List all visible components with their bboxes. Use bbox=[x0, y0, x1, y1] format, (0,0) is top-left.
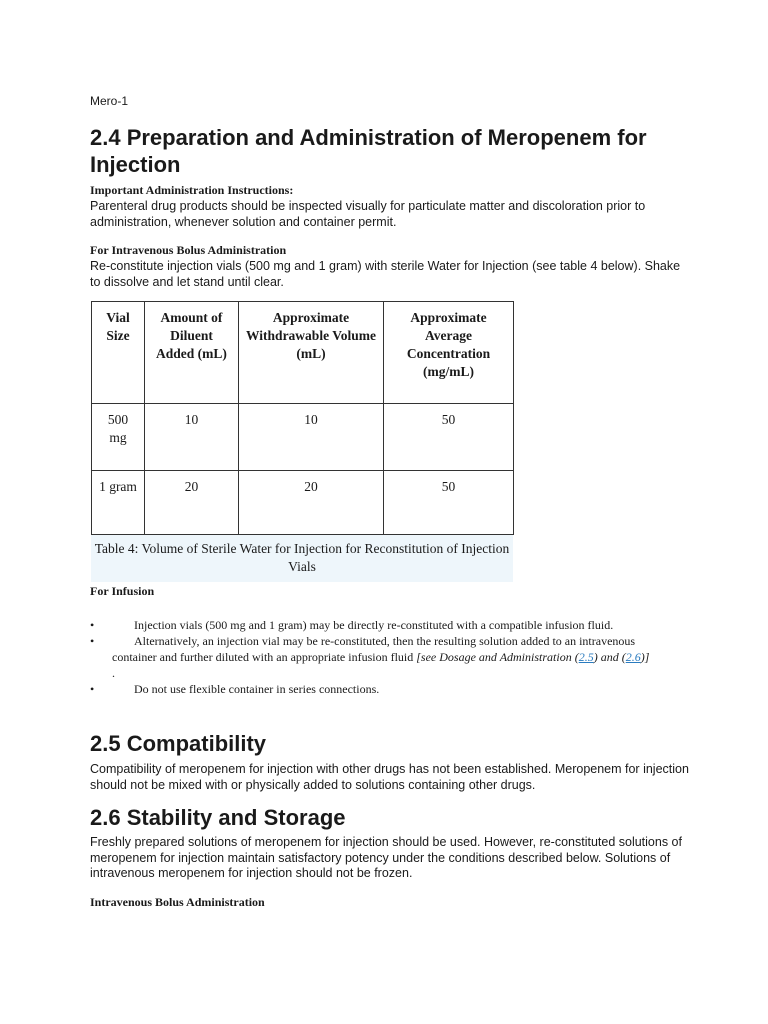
table-cell: 20 bbox=[145, 471, 239, 535]
section-2-4-title: 2.4 Preparation and Administration of Meropenem for Injection bbox=[90, 125, 647, 177]
bolus-storage-heading: Intravenous Bolus Administration bbox=[90, 895, 265, 909]
bullet-icon: • bbox=[90, 618, 95, 632]
table-cell: 500 mg bbox=[92, 404, 145, 471]
link-2-6[interactable]: 2.6 bbox=[625, 650, 641, 664]
table-row bbox=[92, 404, 514, 471]
infusion-heading: For Infusion bbox=[90, 584, 155, 598]
infusion-list bbox=[90, 617, 650, 697]
list-item: • Alternatively, an injection vial may be re-constituted, then the resulting solution added to an intravenous container and further diluted with an appropriate infusion fluid [see Dosage and Administration (2.5) and (2.6)] . bbox=[90, 634, 650, 680]
list-item-text: Alternatively, an injection vial may be re-constituted, then the resulting solution added to an intravenous container and further diluted with an appropriate infusion fluid bbox=[112, 634, 636, 664]
table-cell: 50 bbox=[384, 471, 514, 535]
table-header-cell: Amount of Diluent Added (mL) bbox=[145, 302, 239, 404]
table-cell: 20 bbox=[239, 471, 384, 535]
document-id: Mero-1 bbox=[90, 94, 129, 108]
list-item: • Injection vials (500 mg and 1 gram) may be directly re-constituted with a compatible infusion fluid. bbox=[90, 618, 614, 632]
table-header-row bbox=[92, 302, 514, 404]
table-row bbox=[92, 471, 514, 535]
table-cell: 10 bbox=[145, 404, 239, 471]
section-2-5-title: 2.5 Compatibility bbox=[90, 731, 267, 756]
bullet-icon: • bbox=[90, 634, 95, 648]
table-cell: 10 bbox=[239, 404, 384, 471]
bolus-text: Re-constitute injection vials (500 mg and 1 gram) with sterile Water for Injection (see table 4 below). Shake to dissolve and let stand until clear. bbox=[90, 259, 681, 289]
link-2-5[interactable]: 2.5 bbox=[578, 650, 594, 664]
table-header-cell: Approximate Average Concentration (mg/mL) bbox=[384, 302, 514, 404]
cross-reference: [see Dosage and Administration (2.5) and (2.6)] bbox=[416, 650, 650, 664]
important-instructions-text: Parenteral drug products should be inspected visually for particulate matter and discoloration prior to administration, whenever solution and container permit. bbox=[90, 199, 646, 229]
table-header-cell: Vial Size bbox=[92, 302, 145, 404]
bullet-icon: • bbox=[90, 682, 95, 696]
stability-text: Freshly prepared solutions of meropenem for injection should be used. However, re-constituted solutions of meropenem for injection maintain satisfactory potency under the conditions described below. Solutions of intravenous meropenem for injection should not be frozen. bbox=[90, 835, 682, 880]
compatibility-text: Compatibility of meropenem for injection with other drugs has not been established. Meropenem for injection should not be mixed with or physically added to solutions containing other drugs. bbox=[90, 762, 689, 792]
table-cell: 1 gram bbox=[92, 471, 145, 535]
reconstitution-table bbox=[91, 301, 514, 535]
table-caption: Table 4: Volume of Sterile Water for Injection for Reconstitution of Injection Vials bbox=[91, 535, 513, 582]
table-cell: 50 bbox=[384, 404, 514, 471]
table-header-cell: Approximate Withdrawable Volume (mL) bbox=[239, 302, 384, 404]
list-item: • Do not use flexible container in series connections. bbox=[90, 682, 380, 696]
section-2-6-title: 2.6 Stability and Storage bbox=[90, 805, 346, 830]
bolus-heading: For Intravenous Bolus Administration bbox=[90, 243, 287, 257]
important-instructions-heading: Important Administration Instructions: bbox=[90, 183, 294, 197]
